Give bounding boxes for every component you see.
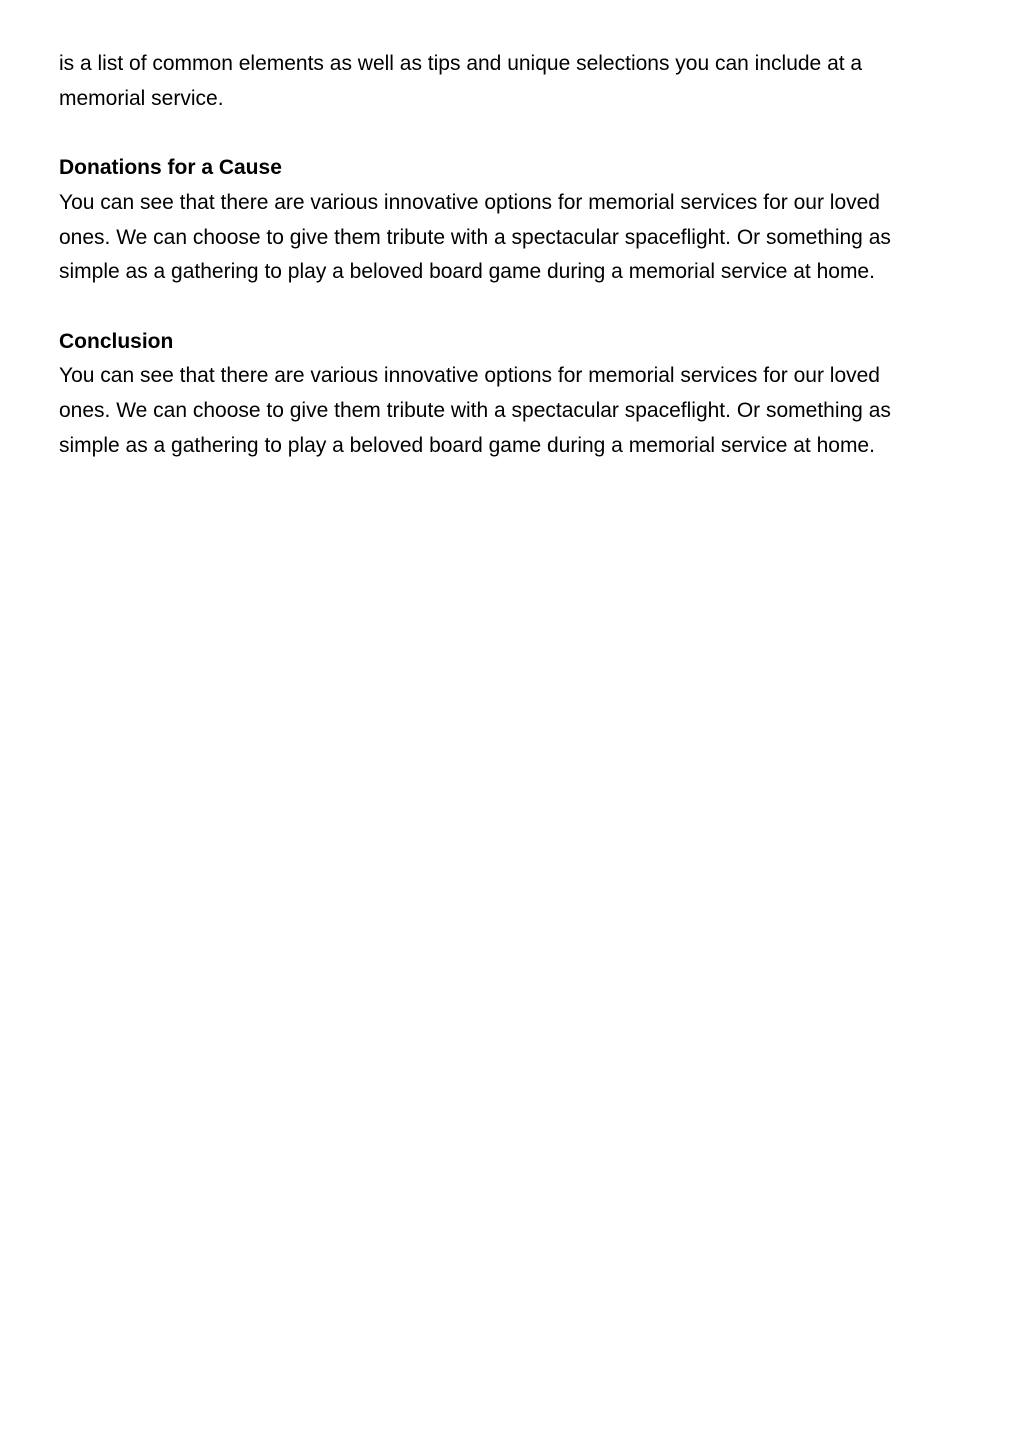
intro-paragraph: is a list of common elements as well as tips and unique selections you can include at a memorial service. xyxy=(59,52,863,110)
section-spacer xyxy=(59,116,959,151)
section-heading-conclusion: Conclusion xyxy=(59,329,174,353)
document-page xyxy=(59,47,959,463)
section-conclusion xyxy=(59,325,959,464)
section-donations xyxy=(59,151,959,290)
section-spacer xyxy=(59,290,959,325)
section-heading-donations: Donations for a Cause xyxy=(59,156,282,180)
section-body-conclusion: You can see that there are various innovative options for memorial services for our loved ones. We can choose to give them tribute with a spectacular spaceflight. Or something as simple as a gathering to play a beloved board game during a memorial service at home. xyxy=(59,364,891,457)
section-body-donations: You can see that there are various innovative options for memorial services for our loved ones. We can choose to give them tribute with a spectacular spaceflight. Or something as simple as a gathering to play a beloved board game during a memorial service at home. xyxy=(59,190,891,284)
